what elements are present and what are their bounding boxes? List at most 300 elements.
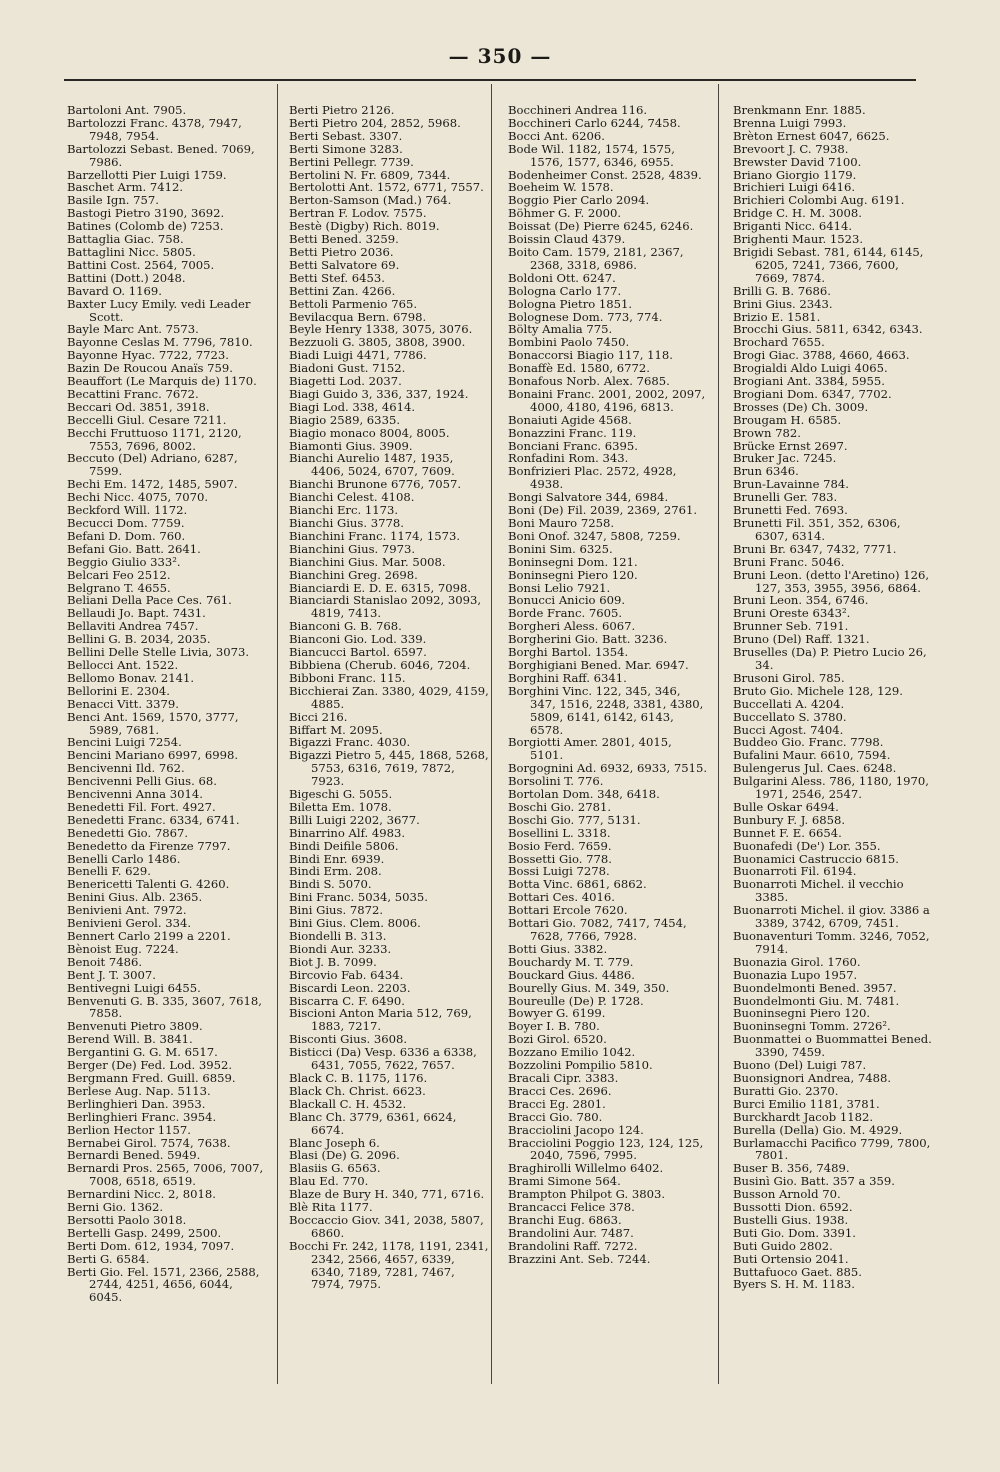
index-entry: Binarrino Alf. 4983. xyxy=(289,825,406,840)
index-entry: Bufalini Maur. 6610, 7594. xyxy=(733,748,891,763)
index-entry: Biadoni Gust. 7152. xyxy=(289,361,406,376)
index-entry: Bennert Carlo 2199 a 2201. xyxy=(67,929,231,943)
index-entry: Bracci Ces. 2696. xyxy=(508,1083,612,1098)
index-entry: Brunner Seb. 7191. xyxy=(733,619,849,634)
index-entry: Boninsegni Piero 120. xyxy=(508,567,638,582)
index-entry: Bode Wil. 1182, 1574, 1575, 1576, 1577, 6346, 6955. xyxy=(508,141,675,169)
index-entry: Bigazzi Franc. 4030. xyxy=(289,735,411,750)
index-entry: Battaglia Giac. 758. xyxy=(67,232,184,247)
index-entry: Bossi Luigi 7278. xyxy=(508,864,610,879)
index-entry: Brichieri Colombi Aug. 6191. xyxy=(733,193,905,208)
index-entry: Bocchineri Carlo 6244, 7458. xyxy=(508,115,681,130)
index-entry: Bulgarini Aless. 786, 1180, 1970, 1971, 2546, 2547. xyxy=(733,774,929,802)
index-entry: Biscioni Anton Maria 512, 769, 1883, 7217. xyxy=(289,1006,472,1034)
index-entry: Bunnet F. E. 6654. xyxy=(733,825,842,840)
index-entry: Bruno (Del) Raff. 1321. xyxy=(733,632,870,647)
index-entry: Biamonti Gius. 3909. xyxy=(289,438,413,453)
index-entry: Beccelli Giul. Cesare 7211. xyxy=(67,412,227,427)
index-entry: Bertini Pellegr. 7739. xyxy=(289,154,414,169)
index-entry: Botta Vinc. 6861, 6862. xyxy=(508,877,647,892)
index-entry: Bongi Salvatore 344, 6984. xyxy=(508,490,669,505)
index-entry: Bartolozzi Sebast. Bened. 7069, 7986. xyxy=(67,141,255,169)
index-entry: Battini Cost. 2564, 7005. xyxy=(67,257,215,272)
index-entry: Buonazia Girol. 1760. xyxy=(733,954,861,969)
index-entry: Bianchi Celest. 4108. xyxy=(289,490,415,505)
index-entry: Black Ch. Christ. 6623. xyxy=(289,1083,426,1098)
index-entry: Bortolan Dom. 348, 6418. xyxy=(508,787,660,802)
index-entry: Bustelli Gius. 1938. xyxy=(733,1212,849,1227)
index-entry: Buonmattei o Buommattei Bened. 3390, 7459. xyxy=(733,1032,932,1060)
index-entry: Befani D. Dom. 760. xyxy=(67,528,186,543)
index-entry: Bezzuoli G. 3805, 3808, 3900. xyxy=(289,335,466,350)
index-entry: Bonaffè Ed. 1580, 6772. xyxy=(508,361,650,376)
index-entry: Bosio Ferd. 7659. xyxy=(508,838,612,853)
index-entry: Bozzano Emilio 1042. xyxy=(508,1045,636,1060)
index-entry: Becchi Fruttuoso 1171, 2120, 7553, 7696, 8002. xyxy=(67,425,242,453)
index-entry: Benericetti Talenti G. 4260. xyxy=(67,877,230,892)
index-entry: Benedetti Fil. Fort. 4927. xyxy=(67,799,216,814)
index-entry: Benedetto da Firenze 7797. xyxy=(67,838,231,853)
index-entry: Bianchini Gius. 7973. xyxy=(289,541,416,556)
index-entry: Bernabei Girol. 7574, 7638. xyxy=(67,1135,231,1150)
index-entry: Blanc Ch. 3779, 6361, 6624, 6674. xyxy=(289,1109,457,1137)
index-entry: Bologna Pietro 1851. xyxy=(508,296,633,311)
index-entry: Burci Emilio 1181, 3781. xyxy=(733,1096,880,1111)
index-entry: Biletta Em. 1078. xyxy=(289,799,392,814)
index-entry: Bianchi Aurelio 1487, 1935, 4406, 5024, 6707, 7609. xyxy=(289,451,455,479)
index-entry: Bruni Br. 6347, 7432, 7771. xyxy=(733,541,897,556)
index-entry: Belgrano T. 4655. xyxy=(67,580,171,595)
index-entry: Bonini Sim. 6325. xyxy=(508,541,613,556)
index-entry: Bencini Luigi 7254. xyxy=(67,735,182,750)
index-entry: Branchi Eug. 6863. xyxy=(508,1212,622,1227)
index-entry: Bocchi Fr. 242, 1178, 1191, 2341, 2342, 2566, 4657, 6339, 6340, 7189, 7281, 7467, 7974, 7975. xyxy=(289,1238,489,1292)
index-entry: Bracci Eg. 2801. xyxy=(508,1096,606,1111)
index-entry: Bencivenni Pelli Gius. 68. xyxy=(67,774,217,789)
index-entry: Biagi Guido 3, 336, 337, 1924. xyxy=(289,386,469,401)
index-entry: Bottari Ces. 4016. xyxy=(508,890,615,905)
index-entry: Bellorini E. 2304. xyxy=(67,683,170,698)
index-entry: Benci Ant. 1569, 1570, 3777, 5989, 7681. xyxy=(67,709,239,737)
index-entry: Bellini Delle Stelle Livia, 3073. xyxy=(67,645,250,660)
index-entry: Berti Pietro 204, 2852, 5968. xyxy=(289,115,461,130)
index-entry: Basile Ign. 757. xyxy=(67,193,159,208)
index-entry: Benoit 7486. xyxy=(67,954,143,969)
index-entry: Buonarroti Fil. 6194. xyxy=(733,864,857,879)
index-list xyxy=(67,104,267,1304)
index-entry: Bottari Gio. 7082, 7417, 7454, 7628, 7766, 7928. xyxy=(508,916,687,943)
index-list xyxy=(733,104,933,1291)
index-entry: Bicci 216. xyxy=(289,709,348,724)
index-entry: Becattini Franc. 7672. xyxy=(67,386,199,401)
index-entry: Bettoli Parmenio 765. xyxy=(289,296,418,311)
index-entry: Bisconti Gius. 3608. xyxy=(289,1032,408,1047)
index-entry: Battini (Dott.) 2048. xyxy=(67,270,186,285)
index-entry: Buser B. 356, 7489. xyxy=(733,1161,850,1176)
index-entry: Beliani Della Pace Ces. 761. xyxy=(67,593,232,608)
index-entry: Boschi Gio. 2781. xyxy=(508,799,612,814)
index-entry: Baschet Arm. 7412. xyxy=(67,180,184,195)
index-entry: Bouckard Gius. 4486. xyxy=(508,967,635,982)
index-entry: Busson Arnold 70. xyxy=(733,1187,841,1202)
page-number: — 350 — xyxy=(448,44,552,68)
index-entry: Bigeschi G. 5055. xyxy=(289,787,393,802)
index-entry: Bianchini Greg. 2698. xyxy=(289,567,418,582)
index-entry: Bindi Erm. 208. xyxy=(289,864,382,879)
index-entry: Brosses (De) Ch. 3009. xyxy=(733,399,869,414)
index-entry: Buti Gio. Dom. 3391. xyxy=(733,1225,856,1240)
index-entry: Befani Gio. Batt. 2641. xyxy=(67,541,201,556)
index-entry: Berger (De) Fed. Lod. 3952. xyxy=(67,1058,233,1073)
index-entry: Berti Simone 3283. xyxy=(289,141,403,156)
index-entry: Boni (De) Fil. 2039, 2369, 2761. xyxy=(508,503,698,518)
index-entry: Brun 6346. xyxy=(733,464,799,479)
index-entry: Bianciardi E. D. E. 6315, 7098. xyxy=(289,580,472,595)
index-entry: Bertolotti Ant. 1572, 6771, 7557. xyxy=(289,180,484,195)
index-entry: Bracciolini Jacopo 124. xyxy=(508,1122,644,1137)
index-entry: Blackall C. H. 4532. xyxy=(289,1096,407,1111)
index-entry: Biagio monaco 8004, 8005. xyxy=(289,425,450,440)
index-column-3 xyxy=(508,104,708,1266)
index-entry: Blasiis G. 6563. xyxy=(289,1161,381,1176)
index-entry: Buonaventuri Tomm. 3246, 7052, 7914. xyxy=(733,929,930,956)
column-divider xyxy=(491,84,492,1384)
index-entry: Bosellini L. 3318. xyxy=(508,825,611,840)
index-entry: Buonarroti Michel. il giov. 3386 a 3389, 3742, 6709, 7451. xyxy=(733,903,930,931)
index-entry: Buoninsegni Tomm. 2726². xyxy=(733,1019,891,1034)
index-entry: Bologna Carlo 177. xyxy=(508,283,622,298)
index-entry: Bechi Nicc. 4075, 7070. xyxy=(67,490,209,505)
index-entry: Brogialdi Aldo Luigi 4065. xyxy=(733,361,888,376)
index-entry: Beckford Will. 1172. xyxy=(67,503,188,518)
index-entry: Bertelli Gasp. 2499, 2500. xyxy=(67,1225,222,1240)
index-entry: Botti Gius. 3382. xyxy=(508,941,608,956)
index-entry: Benvenuti Pietro 3809. xyxy=(67,1019,203,1034)
index-entry: Bayle Marc Ant. 7573. xyxy=(67,322,199,337)
index-entry: Bianchini Gius. Mar. 5008. xyxy=(289,554,446,569)
column-divider xyxy=(718,84,719,1384)
index-entry: Buonamici Castruccio 6815. xyxy=(733,851,899,866)
index-entry: Biondelli B. 313. xyxy=(289,929,387,943)
index-entry: Benedetti Franc. 6334, 6741. xyxy=(67,812,240,827)
index-entry: Bindi Deifile 5806. xyxy=(289,838,399,853)
index-entry: Buttafuoco Gaet. 885. xyxy=(733,1264,862,1279)
index-entry: Buddeo Gio. Franc. 7798. xyxy=(733,735,884,750)
index-entry: Bibbiena (Cherub. 6046, 7204. xyxy=(289,657,471,672)
index-entry: Biscardi Leon. 2203. xyxy=(289,980,411,995)
index-entry: Bartolozzi Franc. 4378, 7947, 7948, 7954. xyxy=(67,115,242,143)
index-entry: Bonsi Lelio 7921. xyxy=(508,580,611,595)
index-entry: Biadi Luigi 4471, 7786. xyxy=(289,348,427,363)
index-entry: Benivieni Ant. 7972. xyxy=(67,903,187,918)
index-entry: Bruni Franc. 5046. xyxy=(733,554,845,569)
index-entry: Brocchi Gius. 5811, 6342, 6343. xyxy=(733,322,923,337)
index-entry: Borgognini Ad. 6932, 6933, 7515. xyxy=(508,761,708,776)
index-entry: Benini Gius. Alb. 2365. xyxy=(67,890,203,905)
index-entry: Bernardi Pros. 2565, 7006, 7007, 7008, 6518, 6519. xyxy=(67,1161,264,1189)
index-entry: Bonazzini Franc. 119. xyxy=(508,425,637,440)
index-entry: Buti Ortensio 2041. xyxy=(733,1251,849,1266)
index-entry: Bozi Girol. 6520. xyxy=(508,1032,607,1047)
index-entry: Bianchini Franc. 1174, 1573. xyxy=(289,528,461,543)
index-entry: Bonaiuti Agide 4568. xyxy=(508,412,632,427)
index-entry: Berlinghieri Dan. 3953. xyxy=(67,1096,206,1111)
index-entry: Brogiani Ant. 3384, 5955. xyxy=(733,374,885,389)
index-entry: Boureulle (De) P. 1728. xyxy=(508,993,644,1008)
index-entry: Brun-Lavainne 784. xyxy=(733,477,849,492)
index-entry: Bircovio Fab. 6434. xyxy=(289,967,404,982)
index-entry: Bonucci Anicio 609. xyxy=(508,593,626,608)
index-entry: Bellomo Bonav. 2141. xyxy=(67,670,195,685)
index-entry: Brusoni Girol. 785. xyxy=(733,670,845,685)
index-entry: Bernardini Nicc. 2, 8018. xyxy=(67,1187,216,1202)
index-entry: Bini Gius. 7872. xyxy=(289,903,384,918)
index-column-2 xyxy=(289,104,489,1291)
index-entry: Blaze de Bury H. 340, 771, 6716. xyxy=(289,1187,485,1202)
index-entry: Bellocci Ant. 1522. xyxy=(67,657,179,672)
index-entry: Burckhardt Jacob 1182. xyxy=(733,1109,874,1124)
index-entry: Bindi Enr. 6939. xyxy=(289,851,385,866)
index-entry: Brini Gius. 2343. xyxy=(733,296,833,311)
index-entry: Bocci Ant. 6206. xyxy=(508,128,605,143)
index-entry: Bettini Zan. 4266. xyxy=(289,283,396,298)
index-entry: Bestè (Digby) Rich. 8019. xyxy=(289,219,440,234)
index-entry: Bottari Ercole 7620. xyxy=(508,903,628,918)
index-entry: Buonafedi (De') Lor. 355. xyxy=(733,838,881,853)
index-entry: Brami Simone 564. xyxy=(508,1174,621,1189)
index-entry: Biancucci Bartol. 6597. xyxy=(289,645,427,660)
index-entry: Benivieni Gerol. 334. xyxy=(67,916,192,931)
index-entry: Bayonne Ceslas M. 7796, 7810. xyxy=(67,335,253,350)
index-entry: Battaglini Nicc. 5805. xyxy=(67,244,196,259)
index-entry: Borgheri Aless. 6067. xyxy=(508,619,636,634)
index-entry: Bini Franc. 5034, 5035. xyxy=(289,890,428,905)
index-entry: Beyle Henry 1338, 3075, 3076. xyxy=(289,322,473,337)
index-entry: Berti Gio. Fel. 1571, 2366, 2588, 2744, 4251, 4656, 6044, 6045. xyxy=(67,1264,260,1305)
index-entry: Benacci Vitt. 3379. xyxy=(67,696,179,711)
index-entry: Blau Ed. 770. xyxy=(289,1174,369,1189)
index-entry: Bianchi Erc. 1173. xyxy=(289,503,399,518)
index-entry: Brown 782. xyxy=(733,425,801,440)
index-entry: Bellaudi Jo. Bapt. 7431. xyxy=(67,606,206,621)
index-entry: Byers S. H. M. 1183. xyxy=(733,1277,855,1292)
index-entry: Buonsignori Andrea, 7488. xyxy=(733,1070,892,1085)
index-entry: Brandolini Raff. 7272. xyxy=(508,1238,638,1253)
index-entry: Beauffort (Le Marquis de) 1170. xyxy=(67,374,257,389)
index-entry: Bruni Leon. 354, 6746. xyxy=(733,593,869,608)
index-column-4 xyxy=(733,104,933,1291)
index-entry: Bersotti Paolo 3018. xyxy=(67,1212,187,1227)
index-entry: Blè Rita 1177. xyxy=(289,1200,373,1215)
index-entry: Biot J. B. 7099. xyxy=(289,954,377,969)
index-entry: Buondelmonti Giu. M. 7481. xyxy=(733,993,900,1008)
index-entry: Berti Sebast. 3307. xyxy=(289,128,403,143)
index-entry: Bianchi Brunone 6776, 7057. xyxy=(289,477,462,492)
index-entry: Bucci Agost. 7404. xyxy=(733,722,844,737)
index-entry: Bombini Paolo 7450. xyxy=(508,335,630,350)
index-entry: Beccari Od. 3851, 3918. xyxy=(67,399,210,414)
header-rule xyxy=(64,79,916,81)
index-entry: Biffart M. 2095. xyxy=(289,722,383,737)
index-entry: Bibboni Franc. 115. xyxy=(289,670,406,685)
index-entry: Borghigiani Bened. Mar. 6947. xyxy=(508,657,689,672)
index-entry: Bruselles (Da) P. Pietro Lucio 26, 34. xyxy=(733,645,927,672)
index-entry: Bruni Oreste 6343². xyxy=(733,606,851,621)
index-entry: Berlese Aug. Nap. 5113. xyxy=(67,1083,211,1098)
index-entry: Bellaviti Andrea 7457. xyxy=(67,619,199,634)
index-entry: Bossetti Gio. 778. xyxy=(508,851,612,866)
index-entry: Bazin De Roucou Anaïs 759. xyxy=(67,361,233,376)
index-entry: Burella (Della) Gio. M. 4929. xyxy=(733,1122,903,1137)
index-entry: Bastogi Pietro 3190, 3692. xyxy=(67,206,225,221)
index-entry: Becucci Dom. 7759. xyxy=(67,516,185,530)
index-entry: Bracciolini Poggio 123, 124, 125, 2040, 7596, 7995. xyxy=(508,1135,704,1163)
index-entry: Bianciardi Stanislao 2092, 3093, 4819, 7413. xyxy=(289,593,482,621)
index-entry: Bruker Jac. 7245. xyxy=(733,451,837,466)
index-entry: Boissin Claud 4379. xyxy=(508,232,626,247)
index-entry: Bracci Gio. 780. xyxy=(508,1109,603,1124)
index-column-1 xyxy=(67,104,267,1304)
index-entry: Böhmer G. F. 2000. xyxy=(508,206,622,221)
index-entry: Brunelli Ger. 783. xyxy=(733,490,838,505)
index-entry: Bianconi Gio. Lod. 339. xyxy=(289,632,427,647)
index-entry: Brenna Luigi 7993. xyxy=(733,115,847,130)
index-entry: Buono (Del) Luigi 787. xyxy=(733,1058,867,1073)
index-entry: Baxter Lucy Emily. vedi Leader Scott. xyxy=(67,296,251,324)
index-entry: Boggio Pier Carlo 2094. xyxy=(508,193,650,208)
index-entry: Betti Salvatore 69. xyxy=(289,257,400,272)
index-entry: Borgiotti Amer. 2801, 4015, 5101. xyxy=(508,735,672,763)
index-entry: Bent J. T. 3007. xyxy=(67,967,156,982)
index-entry: Bechi Em. 1472, 1485, 5907. xyxy=(67,477,238,492)
index-entry: Bartoloni Ant. 7905. xyxy=(67,103,187,117)
index-entry: Bodenheimer Const. 2528, 4839. xyxy=(508,167,702,182)
index-entry: Berni Gio. 1362. xyxy=(67,1200,164,1215)
index-entry: Bencini Mariano 6997, 6998. xyxy=(67,748,239,763)
index-entry: Boldoni Ott. 6247. xyxy=(508,270,616,285)
index-entry: Boito Cam. 1579, 2181, 2367, 2368, 3318, 6986. xyxy=(508,244,684,272)
index-entry: Brighenti Maur. 1523. xyxy=(733,232,864,247)
index-entry: Biscarra C. F. 6490. xyxy=(289,993,405,1008)
index-entry: Bulle Oskar 6494. xyxy=(733,799,839,814)
index-entry: Berti Pietro 2126. xyxy=(289,103,395,117)
index-entry: Brunetti Fed. 7693. xyxy=(733,503,848,518)
index-entry: Bruni Leon. (detto l'Aretino) 126, 127, 353, 3955, 3956, 6864. xyxy=(733,567,930,595)
index-entry: Beccuto (Del) Adriano, 6287, 7599. xyxy=(67,451,238,479)
index-entry: Berlion Hector 1157. xyxy=(67,1122,191,1137)
index-entry: Batines (Colomb de) 7253. xyxy=(67,219,224,234)
index-entry: Beggio Giulio 333². xyxy=(67,554,181,569)
index-entry: Benvenuti G. B. 335, 3607, 7618, 7858. xyxy=(67,993,262,1021)
index-entry: Brogi Giac. 3788, 4660, 4663. xyxy=(733,348,910,363)
index-entry: Bisticci (Da) Vesp. 6336 a 6338, 6431, 7055, 7622, 7657. xyxy=(289,1045,477,1073)
index-entry: Borghi Bartol. 1354. xyxy=(508,645,629,660)
index-entry: Brochard 7655. xyxy=(733,335,825,350)
index-entry: Betti Bened. 3259. xyxy=(289,232,399,247)
index-entry: Boccaccio Giov. 341, 2038, 5807, 6860. xyxy=(289,1212,484,1240)
index-entry: Boni Mauro 7258. xyxy=(508,516,615,530)
index-entry: Betti Stef. 6453. xyxy=(289,270,385,285)
index-entry: Buccellato S. 3780. xyxy=(733,709,847,724)
index-entry: Bulengerus Jul. Caes. 6248. xyxy=(733,761,897,776)
index-entry: Borsolini T. 776. xyxy=(508,774,604,789)
index-entry: Borghini Raff. 6341. xyxy=(508,670,627,685)
index-entry: Boissat (De) Pierre 6245, 6246. xyxy=(508,219,694,234)
index-entry: Bertran F. Lodov. 7575. xyxy=(289,206,427,221)
index-entry: Benedetti Gio. 7867. xyxy=(67,825,189,840)
index-entry: Bergantini G. G. M. 6517. xyxy=(67,1045,218,1060)
index-list xyxy=(508,104,708,1266)
index-entry: Bouchardy M. T. 779. xyxy=(508,954,634,969)
index-entry: Biagetti Lod. 2037. xyxy=(289,374,402,389)
index-entry: Brogiani Dom. 6347, 7702. xyxy=(733,386,892,401)
index-entry: Bencivenni Anna 3014. xyxy=(67,787,203,802)
index-entry: Bonafous Norb. Alex. 7685. xyxy=(508,374,670,389)
index-entry: Boninsegni Dom. 121. xyxy=(508,554,638,569)
index-entry: Bellini G. B. 2034, 2035. xyxy=(67,632,211,647)
index-entry: Betti Pietro 2036. xyxy=(289,244,394,259)
index-entry: Buti Guido 2802. xyxy=(733,1238,833,1253)
index-entry: Brigidi Sebast. 781, 6144, 6145, 6205, 7241, 7366, 7600, 7669, 7874. xyxy=(733,244,924,285)
index-entry: Bonaccorsi Biagio 117, 118. xyxy=(508,348,673,363)
index-entry: Bayonne Hyac. 7722, 7723. xyxy=(67,348,229,363)
index-entry: Buccellati A. 4204. xyxy=(733,696,845,711)
index-entry: Bencivenni Ild. 762. xyxy=(67,761,185,776)
index-entry: Bertolini N. Fr. 6809, 7344. xyxy=(289,167,451,182)
index-entry: Belcari Feo 2512. xyxy=(67,567,171,582)
index-entry: Berti G. 6584. xyxy=(67,1251,150,1266)
index-entry: Borgherini Gio. Batt. 3236. xyxy=(508,632,668,647)
index-entry: Brazzini Ant. Seb. 7244. xyxy=(508,1251,651,1266)
index-entry: Bonaini Franc. 2001, 2002, 2097, 4000, 4180, 4196, 6813. xyxy=(508,386,706,414)
index-entry: Boni Onof. 3247, 5808, 7259. xyxy=(508,528,681,543)
index-entry: Burlamacchi Pacifico 7799, 7800, 7801. xyxy=(733,1135,931,1163)
index-entry: Bunbury F. J. 6858. xyxy=(733,812,846,827)
index-entry: Bianchi Gius. 3778. xyxy=(289,516,404,530)
index-entry: Brewster David 7100. xyxy=(733,154,862,169)
index-entry: Brancacci Felice 378. xyxy=(508,1200,635,1215)
index-entry: Brilli G. B. 7686. xyxy=(733,283,831,298)
index-entry: Blanc Joseph 6. xyxy=(289,1135,380,1150)
index-entry: Buratti Gio. 2370. xyxy=(733,1083,839,1098)
index-entry: Bianconi G. B. 768. xyxy=(289,619,402,634)
index-entry: Bonfrizieri Plac. 2572, 4928, 4938. xyxy=(508,464,677,492)
index-entry: Bridge C. H. M. 3008. xyxy=(733,206,862,221)
index-entry: Bocchineri Andrea 116. xyxy=(508,103,648,117)
index-entry: Bindi S. 5070. xyxy=(289,877,372,892)
index-entry: Buonarroti Michel. il vecchio 3385. xyxy=(733,877,904,905)
index-entry: Brevoort J. C. 7938. xyxy=(733,141,849,156)
index-entry: Blasi (De) G. 2096. xyxy=(289,1148,400,1163)
index-entry: Bentivegni Luigi 6455. xyxy=(67,980,201,995)
index-entry: Bènoist Eug. 7224. xyxy=(67,941,179,956)
index-entry: Buondelmonti Bened. 3957. xyxy=(733,980,897,995)
index-entry: Biondi Aur. 3233. xyxy=(289,941,392,956)
index-entry: Bölty Amalia 775. xyxy=(508,322,613,337)
index-entry: Benelli Carlo 1486. xyxy=(67,851,181,866)
index-entry: Borghini Vinc. 122, 345, 346, 347, 1516, 2248, 3381, 4380, 5809, 6141, 6142, 6143, 6578. xyxy=(508,683,704,737)
index-entry: Brunetti Fil. 351, 352, 6306, 6307, 6314. xyxy=(733,516,901,543)
index-entry: Bini Gius. Clem. 8006. xyxy=(289,916,421,931)
index-entry: Boschi Gio. 777, 5131. xyxy=(508,812,641,827)
index-entry: Biagi Lod. 338, 4614. xyxy=(289,399,416,414)
column-divider xyxy=(277,84,278,1384)
index-entry: Bozzolini Pompilio 5810. xyxy=(508,1058,653,1073)
index-entry: Berend Will. B. 3841. xyxy=(67,1032,193,1047)
index-entry: Brücke Ernst 2697. xyxy=(733,438,848,453)
index-entry: Borde Franc. 7605. xyxy=(508,606,623,621)
index-entry: Brandolini Aur. 7487. xyxy=(508,1225,634,1240)
